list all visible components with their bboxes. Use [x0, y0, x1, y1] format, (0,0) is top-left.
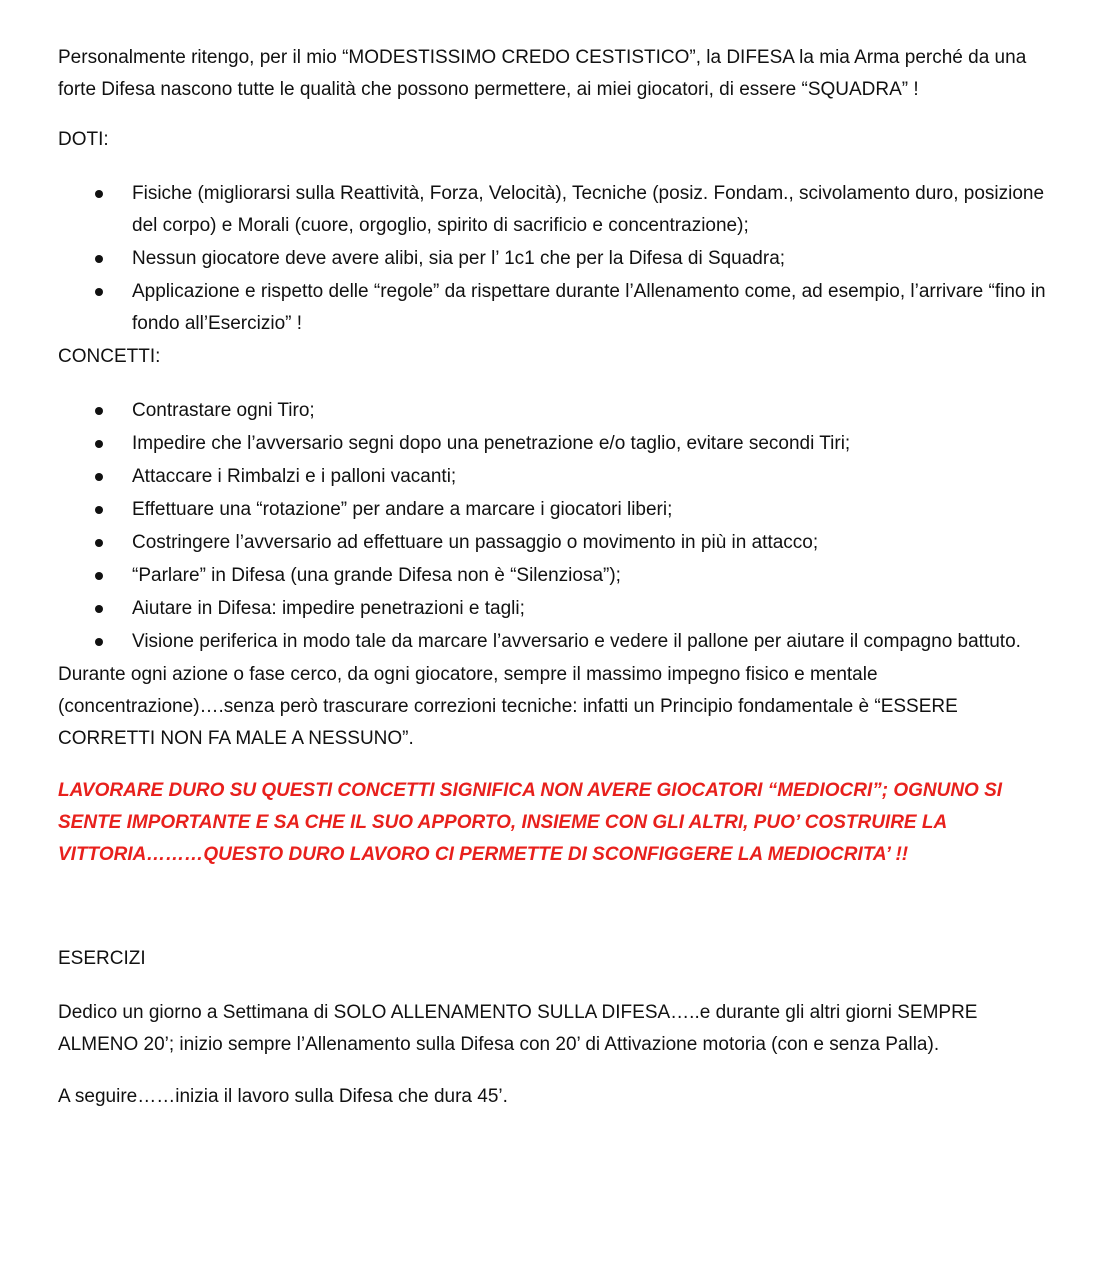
list-item [58, 395, 1058, 427]
bullet-icon [95, 605, 103, 613]
doti-list [58, 178, 1058, 340]
list-item-text: Attaccare i Rimbalzi e i palloni vacanti; [132, 466, 457, 487]
list-item [58, 276, 1058, 340]
durante-paragraph: Durante ogni azione o fase cerco, da ogni giocatore, sempre il massimo impegno fisico e mentale (concentrazione)….senza però trascurare correzioni tecniche: infatti un Principio fondamentale è “ESSERE CORRETTI NON FA MALE A NESSUNO”. [58, 664, 958, 749]
list-item-text: Effettuare una “rotazione” per andare a marcare i giocatori liberi; [132, 499, 673, 520]
bullet-icon [95, 440, 103, 448]
list-item [58, 428, 1058, 460]
warning-paragraph: LAVORARE DURO SU QUESTI CONCETTI SIGNIFICA NON AVERE GIOCATORI “MEDIOCRI”; OGNUNO SI SENTE IMPORTANTE E SA CHE IL SUO APPORTO, INSIEME CON GLI ALTRI, PUO’ COSTRUIRE LA VITTORIA………QUESTO DURO LAVORO CI PERMETTE DI SCONFIGGERE LA MEDIOCRITA’ !! [58, 780, 1003, 865]
bullet-icon [95, 473, 103, 481]
list-item-text: Impedire che l’avversario segni dopo una penetrazione e/o taglio, evitare secondi Tiri; [132, 433, 851, 454]
list-item [58, 560, 1058, 592]
bullet-icon [95, 190, 103, 198]
list-item [58, 494, 1058, 526]
list-item-text: Contrastare ogni Tiro; [132, 400, 315, 421]
list-item [58, 527, 1058, 559]
document-page [58, 42, 1058, 1113]
list-item [58, 593, 1058, 625]
list-item-text: Fisiche (migliorarsi sulla Reattività, Forza, Velocità), Tecniche (posiz. Fondam., scivolamento duro, posizione del corpo) e Morali (cuore, orgoglio, spirito di sacrificio e concentrazione); [132, 183, 1045, 236]
intro-paragraph: Personalmente ritengo, per il mio “MODESTISSIMO CREDO CESTISTICO”, la DIFESA la mia Arma perché da una forte Difesa nascono tutte le qualità che possono permettere, ai miei giocatori, di essere “SQUADRA” ! [58, 47, 1027, 100]
list-item [58, 178, 1058, 242]
list-item-text: Aiutare in Difesa: impedire penetrazioni e tagli; [132, 598, 525, 619]
concetti-list [58, 395, 1058, 658]
doti-heading: DOTI: [58, 129, 109, 150]
bullet-icon [95, 572, 103, 580]
seguire-paragraph: A seguire……inizia il lavoro sulla Difesa che dura 45’. [58, 1086, 508, 1107]
dedico-paragraph: Dedico un giorno a Settimana di SOLO ALLENAMENTO SULLA DIFESA…..e durante gli altri giorni SEMPRE ALMENO 20’; inizio sempre l’Allenamento sulla Difesa con 20’ di Attivazione motoria (con e senza Palla). [58, 1002, 978, 1055]
list-item [58, 626, 1058, 658]
list-item-text: Costringere l’avversario ad effettuare un passaggio o movimento in più in attacco; [132, 532, 819, 553]
bullet-icon [95, 288, 103, 296]
list-item-text: “Parlare” in Difesa (una grande Difesa non è “Silenziosa”); [132, 565, 621, 586]
bullet-icon [95, 638, 103, 646]
bullet-icon [95, 255, 103, 263]
concetti-heading: CONCETTI: [58, 346, 161, 367]
list-item-text: Nessun giocatore deve avere alibi, sia per l’ 1c1 che per la Difesa di Squadra; [132, 248, 786, 269]
list-item-text: Visione periferica in modo tale da marcare l’avversario e vedere il pallone per aiutare il compagno battuto. [132, 631, 1021, 652]
list-item [58, 243, 1058, 275]
bullet-icon [95, 539, 103, 547]
bullet-icon [95, 506, 103, 514]
list-item-text: Applicazione e rispetto delle “regole” da rispettare durante l’Allenamento come, ad esempio, l’arrivare “fino in fondo all’Esercizio” ! [132, 281, 1046, 334]
bullet-icon [95, 407, 103, 415]
list-item [58, 461, 1058, 493]
esercizi-heading: ESERCIZI [58, 948, 146, 969]
